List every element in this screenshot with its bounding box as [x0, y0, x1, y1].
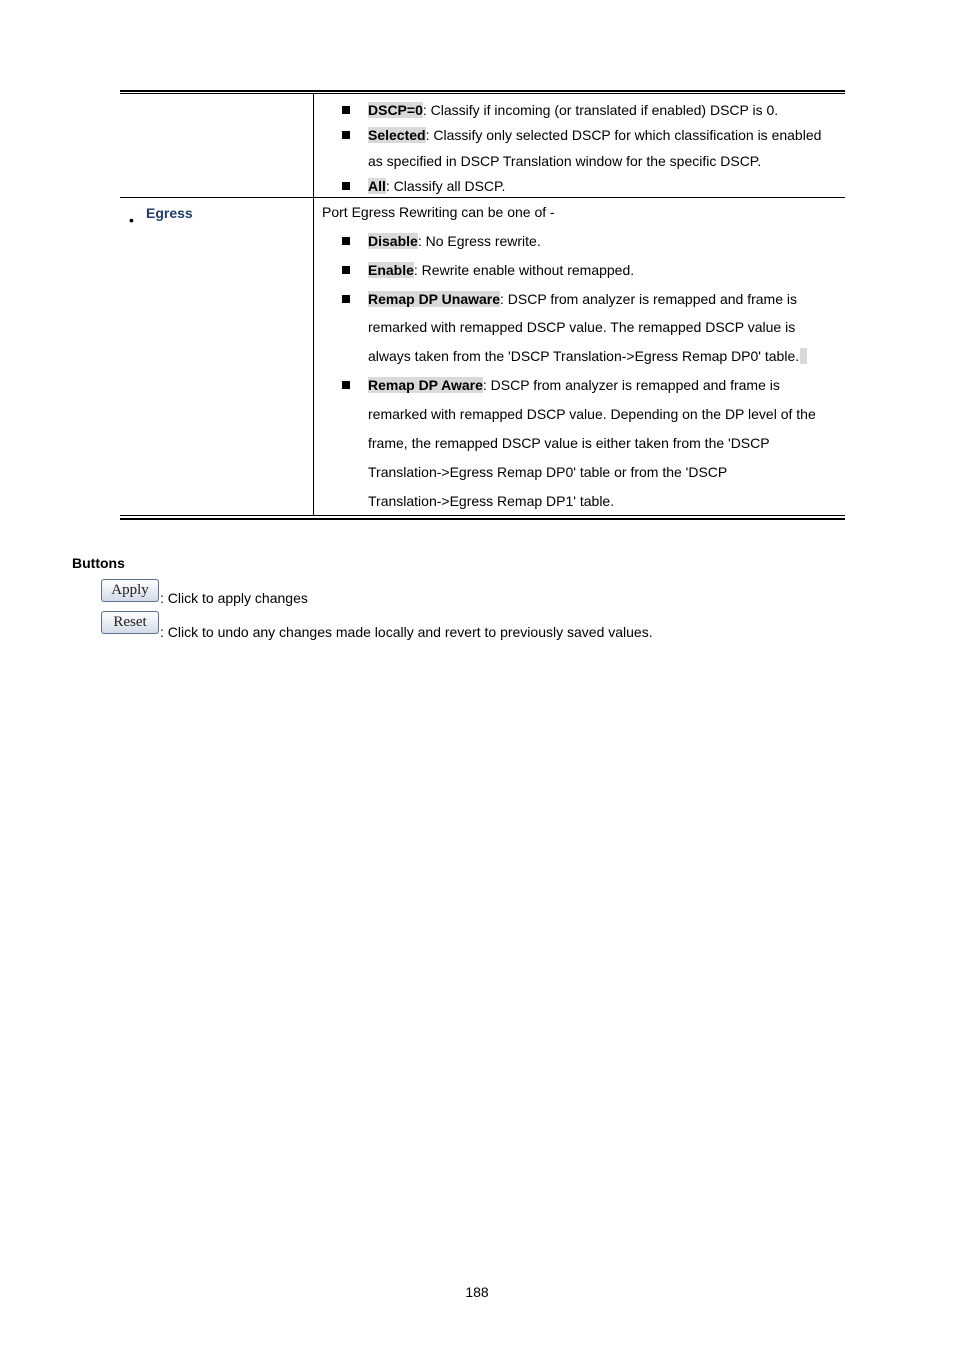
table-column-divider — [313, 94, 314, 515]
option-term: Disable — [368, 233, 418, 249]
parameter-name-egress: Egress — [146, 205, 193, 221]
option-description-continued: Translation->Egress Remap DP0' table or from the 'DSCP — [368, 464, 728, 480]
table-row-divider — [120, 197, 845, 198]
table-bottom-rule — [120, 515, 845, 520]
option-description: : DSCP from analyzer is remapped and frame is — [482, 377, 780, 393]
section-heading-buttons: Buttons — [72, 555, 125, 571]
list-item — [368, 127, 821, 143]
square-bullet-icon — [342, 106, 350, 114]
option-description: : Classify only selected DSCP for which classification is enabled — [425, 127, 822, 143]
square-bullet-icon — [342, 182, 350, 190]
reset-button[interactable]: Reset — [101, 611, 159, 634]
reset-button-description: : Click to undo any changes made locally and revert to previously saved values. — [160, 624, 653, 640]
option-term: All — [368, 178, 386, 194]
option-description: : Classify all DSCP. — [385, 178, 506, 194]
list-item — [368, 233, 541, 249]
option-description-text: always taken from the 'DSCP Translation->Egress Remap DP0' table. — [368, 348, 800, 364]
option-description-continued — [368, 348, 807, 364]
option-term: Enable — [368, 262, 414, 278]
option-description-continued: frame, the remapped DSCP value is either taken from the 'DSCP — [368, 435, 770, 451]
option-term: DSCP=0 — [368, 102, 423, 118]
option-term: Remap DP Unaware — [368, 291, 501, 307]
option-term: Remap DP Aware — [368, 377, 483, 393]
egress-intro: Port Egress Rewriting can be one of - — [322, 204, 555, 220]
page-number: 188 — [465, 1284, 489, 1300]
table-top-rule — [120, 90, 845, 94]
apply-button[interactable]: Apply — [101, 579, 159, 602]
square-bullet-icon — [342, 131, 350, 139]
list-item — [368, 291, 797, 307]
option-description-continued: as specified in DSCP Translation window for the specific DSCP. — [368, 153, 762, 169]
option-description-continued: remarked with remapped DSCP value. Depending on the DP level of the — [368, 406, 816, 422]
apply-button-description: : Click to apply changes — [160, 590, 308, 606]
list-item — [368, 178, 505, 194]
option-description: : Classify if incoming (or translated if enabled) DSCP is 0. — [422, 102, 779, 118]
square-bullet-icon — [342, 266, 350, 274]
square-bullet-icon — [342, 295, 350, 303]
square-bullet-icon — [342, 381, 350, 389]
dot-bullet-icon: • — [129, 212, 134, 228]
option-description: : DSCP from analyzer is remapped and frame is — [500, 291, 797, 307]
highlight-mark — [800, 348, 807, 364]
square-bullet-icon — [342, 237, 350, 245]
option-description: : Rewrite enable without remapped. — [413, 262, 635, 278]
option-description: : No Egress rewrite. — [417, 233, 541, 249]
list-item — [368, 102, 778, 118]
list-item — [368, 262, 634, 278]
option-description-continued: remarked with remapped DSCP value. The remapped DSCP value is — [368, 319, 796, 335]
list-item — [368, 377, 780, 393]
option-term: Selected — [368, 127, 426, 143]
option-description-continued: Translation->Egress Remap DP1' table. — [368, 493, 615, 509]
